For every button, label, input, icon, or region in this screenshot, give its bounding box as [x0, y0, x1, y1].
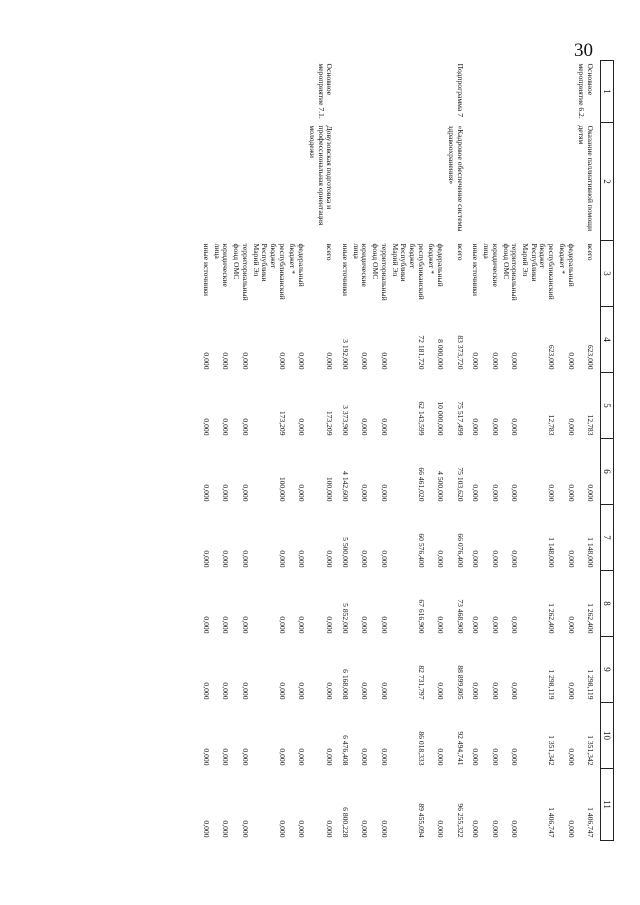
value-cell: 66 461,020 [416, 467, 426, 502]
table-row [470, 61, 481, 841]
value-cell: 83 373,720 [455, 335, 465, 370]
empty-cell [287, 123, 306, 241]
value-cell: 1 298,119 [547, 669, 557, 700]
table-row [200, 61, 211, 841]
value-cell: 0,000 [379, 550, 389, 568]
funding-source-cell: республиканский бюджет Республики Марий Эл [520, 243, 557, 300]
value-cell: 0,000 [490, 484, 500, 502]
value-cell: 60 576,400 [416, 533, 426, 568]
empty-cell [519, 61, 556, 123]
value-cell: 0,000 [566, 820, 576, 838]
table-row [426, 61, 445, 841]
value-cell: 96 255,322 [455, 803, 465, 838]
value-cell: 0,000 [566, 418, 576, 436]
value-cell: 0,000 [586, 484, 595, 502]
value-cell: 0,000 [436, 550, 446, 568]
program-code-cell: Основное мероприятие 7.1. [316, 63, 335, 119]
value-cell: 3 192,000 [341, 339, 351, 370]
value-cell: 0,000 [201, 682, 211, 700]
value-cell: 5 500,000 [341, 537, 351, 568]
value-cell: 82 731,797 [416, 665, 426, 700]
value-cell: 0,000 [297, 418, 307, 436]
table-row [211, 61, 230, 841]
empty-cell [556, 61, 575, 123]
value-cell: 0,000 [490, 352, 500, 370]
value-cell: 0,000 [471, 682, 481, 700]
value-cell: 0,000 [277, 820, 287, 838]
value-cell: 0,000 [379, 682, 389, 700]
value-cell: 86 018,333 [416, 731, 426, 766]
col-header-1: 1 [601, 61, 614, 123]
table-body [200, 61, 600, 841]
value-cell: 12,783 [547, 414, 557, 436]
value-cell: 0,000 [436, 616, 446, 634]
funding-source-cell: всего [455, 243, 465, 261]
value-cell: 0,000 [221, 748, 231, 766]
empty-cell [556, 123, 575, 241]
table-row [500, 61, 519, 841]
value-cell: 4 142,600 [341, 471, 351, 502]
table-row [445, 61, 469, 841]
value-cell: 0,000 [240, 418, 250, 436]
value-cell: 5 852,000 [341, 603, 351, 634]
value-cell: 92 494,741 [455, 731, 465, 766]
value-cell: 0,000 [201, 550, 211, 568]
col-header-10: 10 [601, 703, 614, 769]
value-cell: 0,000 [325, 820, 335, 838]
value-cell: 73 468,900 [455, 599, 465, 634]
table-row [556, 61, 575, 841]
value-cell: 0,000 [360, 820, 370, 838]
col-header-3: 3 [601, 241, 614, 307]
value-cell: 72 181,720 [416, 335, 426, 370]
empty-cell [200, 123, 211, 241]
table-row [369, 61, 388, 841]
value-cell: 0,000 [360, 352, 370, 370]
value-cell: 0,000 [471, 820, 481, 838]
empty-cell [211, 61, 230, 123]
empty-cell [339, 123, 350, 241]
empty-cell [389, 123, 426, 241]
value-cell: 0,000 [566, 352, 576, 370]
empty-cell [230, 61, 249, 123]
value-cell: 0,000 [436, 820, 446, 838]
empty-cell [470, 123, 481, 241]
funding-source-cell: республиканский бюджет Республики Марий Эл [390, 243, 426, 300]
funding-source-cell: иные источники [201, 243, 211, 296]
funding-source-cell: территориальный фонд ОМС [371, 243, 389, 301]
value-cell: 67 616,900 [416, 599, 426, 634]
value-cell: 0,000 [221, 484, 231, 502]
value-cell: 0,000 [490, 682, 500, 700]
value-cell: 0,000 [201, 418, 211, 436]
empty-cell [230, 123, 249, 241]
value-cell: 0,000 [379, 616, 389, 634]
budget-table [200, 60, 614, 841]
header-row [601, 61, 614, 841]
col-header-6: 6 [601, 439, 614, 505]
value-cell: 0,000 [221, 352, 231, 370]
value-cell: 0,000 [201, 616, 211, 634]
col-header-8: 8 [601, 571, 614, 637]
value-cell: 0,000 [490, 550, 500, 568]
value-cell: 1 406,747 [586, 807, 595, 838]
empty-cell [480, 123, 499, 241]
value-cell: 0,000 [277, 682, 287, 700]
value-cell: 173,209 [325, 410, 335, 436]
col-header-9: 9 [601, 637, 614, 703]
value-cell: 75 517,499 [455, 401, 465, 436]
value-cell: 0,000 [510, 616, 520, 634]
value-cell: 0,000 [566, 682, 576, 700]
table-row [250, 61, 287, 841]
empty-cell [389, 61, 426, 123]
value-cell: 88 899,805 [455, 665, 465, 700]
value-cell: 0,000 [360, 484, 370, 502]
value-cell: 0,000 [471, 352, 481, 370]
value-cell: 0,000 [201, 820, 211, 838]
value-cell: 0,000 [201, 484, 211, 502]
value-cell: 0,000 [471, 484, 481, 502]
value-cell: 4 500,000 [436, 471, 446, 502]
empty-cell [211, 123, 230, 241]
value-cell: 0,000 [510, 484, 520, 502]
value-cell: 0,000 [277, 352, 287, 370]
value-cell: 0,000 [379, 418, 389, 436]
value-cell: 0,000 [360, 418, 370, 436]
empty-cell [519, 123, 556, 241]
value-cell: 0,000 [325, 748, 335, 766]
empty-cell [287, 61, 306, 123]
funding-source-cell: юридические лица [482, 243, 500, 287]
value-cell: 1 148,000 [586, 537, 595, 568]
table-row [306, 61, 339, 841]
col-header-4: 4 [601, 307, 614, 373]
funding-source-cell: федеральный бюджет * [427, 243, 446, 287]
value-cell: 1 262,400 [547, 603, 557, 634]
value-cell: 0,000 [221, 682, 231, 700]
value-cell: 0,000 [325, 352, 335, 370]
value-cell: 0,000 [510, 418, 520, 436]
value-cell: 0,000 [325, 616, 335, 634]
empty-cell [480, 61, 499, 123]
value-cell: 1 148,000 [547, 537, 557, 568]
value-cell: 75 103,620 [455, 467, 465, 502]
table-row [287, 61, 306, 841]
value-cell: 0,000 [510, 682, 520, 700]
value-cell: 0,000 [490, 418, 500, 436]
value-cell: 8 000,000 [436, 339, 446, 370]
value-cell: 0,000 [240, 484, 250, 502]
funding-source-cell: территориальный фонд ОМС [501, 243, 520, 301]
empty-cell [369, 61, 388, 123]
table-row [339, 61, 350, 841]
col-header-2: 2 [601, 123, 614, 241]
value-cell: 6 476,408 [341, 735, 351, 766]
value-cell: 100,000 [277, 476, 287, 502]
value-cell: 0,000 [240, 352, 250, 370]
value-cell: 0,000 [510, 550, 520, 568]
value-cell: 0,000 [297, 550, 307, 568]
value-cell: 0,000 [471, 418, 481, 436]
page-number: 30 [574, 40, 593, 61]
value-cell: 6 800,228 [341, 807, 351, 838]
value-cell: 0,000 [360, 682, 370, 700]
value-cell: 173,209 [277, 410, 287, 436]
funding-source-cell: иные источники [471, 243, 481, 296]
value-cell: 0,000 [379, 484, 389, 502]
program-code-cell: Подпрограмма 7 [455, 63, 465, 117]
value-cell: 1 262,400 [586, 603, 595, 634]
program-name-cell: Оказание паллиативной помощи детям [577, 125, 595, 232]
value-cell: 0,000 [240, 550, 250, 568]
funding-source-cell: юридические лица [351, 243, 370, 287]
value-cell: 1 298,119 [586, 669, 595, 700]
value-cell: 0,000 [566, 616, 576, 634]
value-cell: 0,000 [566, 748, 576, 766]
value-cell: 10 000,000 [436, 401, 446, 436]
empty-cell [200, 61, 211, 123]
empty-cell [350, 61, 369, 123]
value-cell: 0,000 [297, 616, 307, 634]
value-cell: 0,000 [510, 352, 520, 370]
value-cell: 0,000 [325, 682, 335, 700]
value-cell: 0,000 [436, 682, 446, 700]
value-cell: 0,000 [360, 616, 370, 634]
value-cell: 1 351,342 [586, 735, 595, 766]
value-cell: 0,000 [277, 748, 287, 766]
value-cell: 0,000 [360, 550, 370, 568]
empty-cell [426, 61, 445, 123]
value-cell: 0,000 [240, 616, 250, 634]
program-code-cell: Основное мероприятие 6.2. [577, 63, 595, 119]
value-cell: 0,000 [201, 352, 211, 370]
table-row [480, 61, 499, 841]
value-cell: 0,000 [566, 550, 576, 568]
value-cell: 0,000 [547, 484, 557, 502]
funding-source-cell: территориальный фонд ОМС [232, 243, 250, 301]
col-header-5: 5 [601, 373, 614, 439]
value-cell: 0,000 [471, 550, 481, 568]
empty-cell [250, 61, 287, 123]
funding-source-cell: юридические лица [212, 243, 231, 287]
value-cell: 0,000 [510, 820, 520, 838]
funding-source-cell: федеральный бюджет * [557, 243, 576, 287]
funding-source-cell: всего [325, 243, 335, 261]
empty-cell [500, 61, 519, 123]
value-cell: 0,000 [566, 484, 576, 502]
value-cell: 100,000 [325, 476, 335, 502]
value-cell: 0,000 [379, 748, 389, 766]
value-cell: 0,000 [240, 820, 250, 838]
value-cell: 0,000 [277, 616, 287, 634]
value-cell: 0,000 [379, 820, 389, 838]
table-row [519, 61, 556, 841]
value-cell: 1 406,747 [547, 807, 557, 838]
program-name-cell: Довузовская подготовка и профессиональная ориентация молодежи [307, 125, 335, 226]
value-cell: 623,000 [586, 344, 595, 370]
value-cell: 0,000 [490, 616, 500, 634]
empty-cell [369, 123, 388, 241]
value-cell: 3 373,900 [341, 405, 351, 436]
value-cell: 0,000 [240, 748, 250, 766]
col-header-7: 7 [601, 505, 614, 571]
table-row [230, 61, 249, 841]
empty-cell [339, 61, 350, 123]
value-cell: 89 455,094 [416, 803, 426, 838]
table-row [389, 61, 426, 841]
value-cell: 0,000 [471, 616, 481, 634]
value-cell: 0,000 [510, 748, 520, 766]
funding-source-cell: иные источники [341, 243, 351, 296]
program-name-cell: «Кадровое обеспечение системы здравоохранения» [446, 125, 465, 232]
value-cell: 0,000 [240, 682, 250, 700]
funding-source-cell: федеральный бюджет * [288, 243, 307, 287]
value-cell: 0,000 [360, 748, 370, 766]
value-cell: 0,000 [471, 748, 481, 766]
value-cell: 0,000 [221, 820, 231, 838]
value-cell: 0,000 [297, 682, 307, 700]
value-cell: 0,000 [325, 550, 335, 568]
value-cell: 0,000 [297, 352, 307, 370]
empty-cell [500, 123, 519, 241]
funding-source-cell: всего [586, 243, 595, 261]
value-cell: 0,000 [297, 820, 307, 838]
empty-cell [350, 123, 369, 241]
value-cell: 62 143,599 [416, 401, 426, 436]
table-row [576, 61, 601, 841]
value-cell: 0,000 [436, 748, 446, 766]
value-cell: 0,000 [297, 748, 307, 766]
value-cell: 1 351,342 [547, 735, 557, 766]
value-cell: 0,000 [221, 616, 231, 634]
value-cell: 0,000 [277, 550, 287, 568]
col-header-11: 11 [601, 769, 614, 841]
value-cell: 0,000 [201, 748, 211, 766]
value-cell: 0,000 [379, 352, 389, 370]
value-cell: 0,000 [490, 748, 500, 766]
empty-cell [426, 123, 445, 241]
value-cell: 0,000 [221, 550, 231, 568]
empty-cell [250, 123, 287, 241]
rotated-table-container [94, 60, 614, 840]
value-cell: 623,000 [547, 344, 557, 370]
value-cell: 0,000 [221, 418, 231, 436]
funding-source-cell: республиканский бюджет Республики Марий Эл [251, 243, 287, 300]
table-row [350, 61, 369, 841]
empty-cell [470, 61, 481, 123]
value-cell: 12,783 [586, 414, 595, 436]
value-cell: 0,000 [490, 820, 500, 838]
value-cell: 66 076,400 [455, 533, 465, 568]
value-cell: 6 168,008 [341, 669, 351, 700]
value-cell: 0,000 [297, 484, 307, 502]
